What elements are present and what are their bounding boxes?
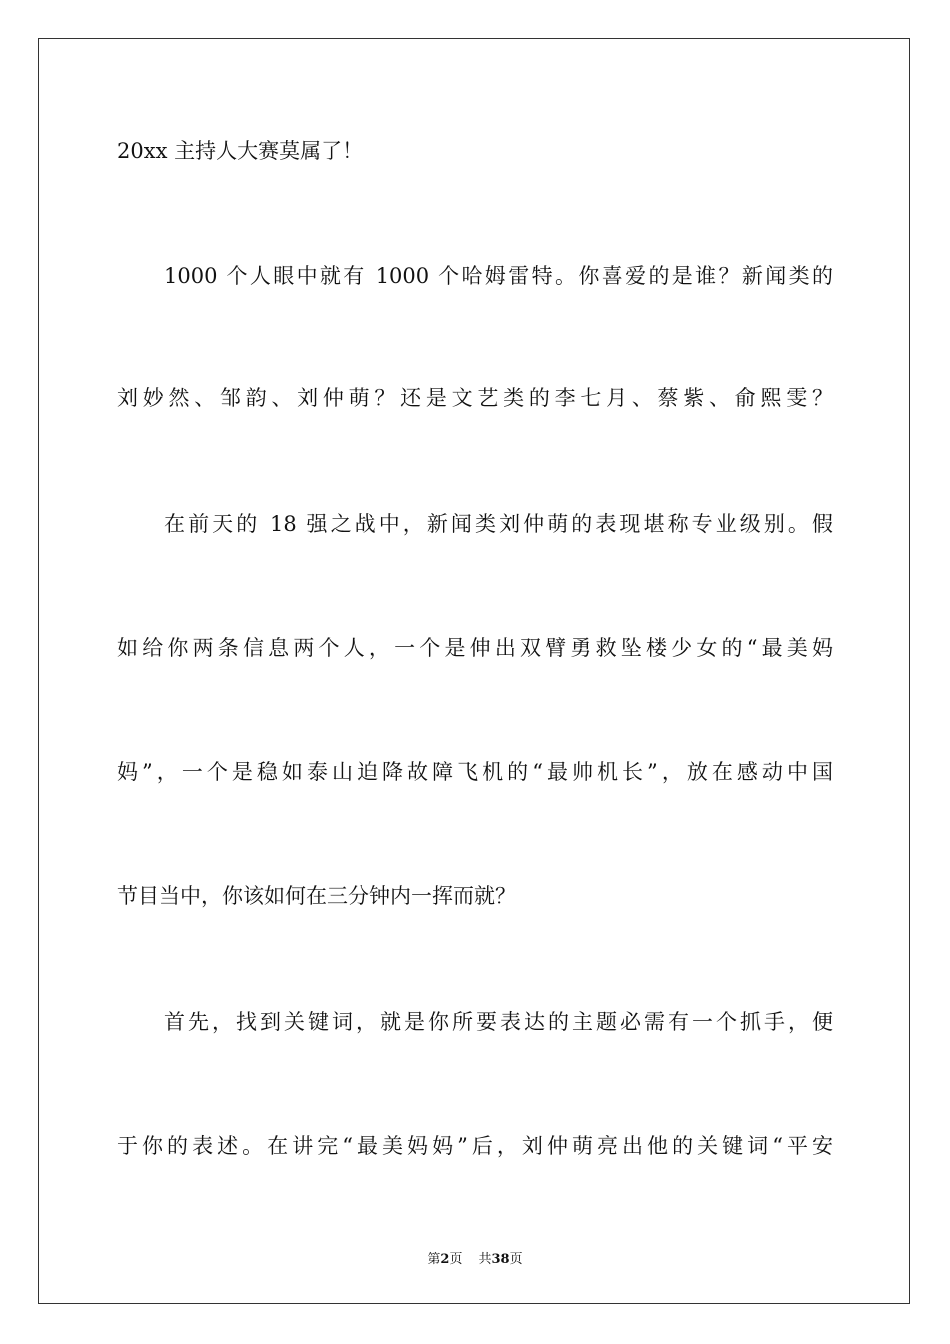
page-border [38,38,910,1304]
paragraph-3-line-1: 在前天的 18 强之战中，新闻类刘仲萌的表现堪称专业级别。假 [164,512,833,536]
page-footer [0,1248,950,1267]
paragraph-3-line-3: 妈”，一个是稳如泰山迫降故障飞机的“最帅机长”，放在感动中国 [117,760,833,784]
total-suffix: 页 [509,1252,523,1267]
page-prefix: 第 [427,1252,441,1267]
page-number: 2 [440,1252,450,1267]
paragraph-3-line-4: 节目当中，你该如何在三分钟内一挥而就？ [117,884,516,908]
paragraph-4-line-2: 于你的表述。在讲完“最美妈妈”后，刘仲萌亮出他的关键词“平安 [117,1134,833,1158]
paragraph-2-line-2: 刘妙然、邹韵、刘仲萌？还是文艺类的李七月、蔡紫、俞熙雯？ [117,386,833,410]
paragraph-4-line-1: 首先，找到关键词，就是你所要表达的主题必需有一个抓手，便 [164,1010,833,1034]
total-pages: 38 [491,1252,510,1267]
text-line-1: 20xx 主持人大赛莫属了！ [117,139,364,163]
total-prefix: 共 [478,1252,492,1267]
paragraph-2-line-1: 1000 个人眼中就有 1000 个哈姆雷特。你喜爱的是谁？新闻类的 [164,264,833,288]
paragraph-3-line-2: 如给你两条信息两个人，一个是伸出双臂勇救坠楼少女的“最美妈 [117,636,833,660]
page-suffix: 页 [449,1252,463,1267]
